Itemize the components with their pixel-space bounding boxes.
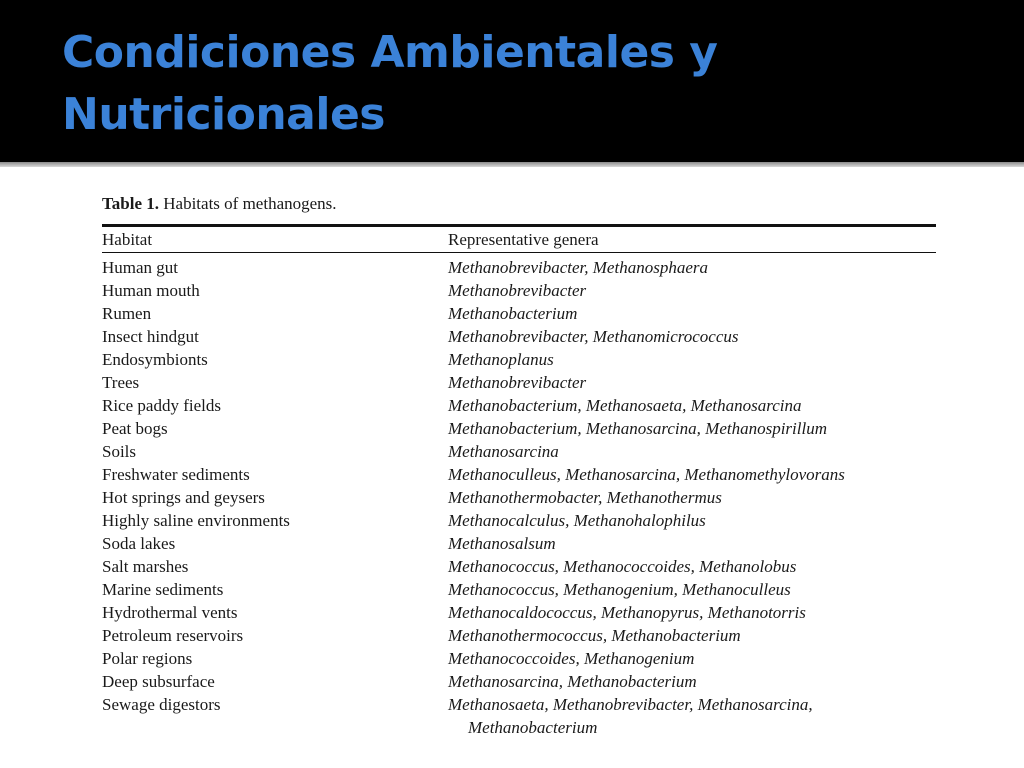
genera-cell: Methanothermobacter, Methanothermus bbox=[448, 488, 722, 507]
genera-cell: Methanosarcina, Methanobacterium bbox=[448, 672, 697, 691]
habitat-cell: Deep subsurface bbox=[102, 672, 215, 691]
habitat-cell: Marine sediments bbox=[102, 580, 224, 599]
habitat-cell: Trees bbox=[102, 373, 140, 392]
table-row bbox=[102, 463, 936, 486]
column-header-genera: Representative genera bbox=[448, 230, 599, 249]
genera-cell: Methanosalsum bbox=[448, 534, 556, 553]
table-caption bbox=[102, 192, 936, 216]
genera-cell: Methanobacterium, Methanosaeta, Methanosarcina bbox=[448, 396, 802, 415]
column-header-habitat: Habitat bbox=[102, 230, 153, 249]
habitat-cell: Soils bbox=[102, 442, 137, 461]
genera-cell: Methanoculleus, Methanosarcina, Methanomethylovorans bbox=[448, 465, 845, 484]
genera-cell: Methanobrevibacter bbox=[448, 373, 587, 392]
table-row bbox=[102, 440, 936, 463]
table-row bbox=[102, 302, 936, 325]
table-row bbox=[102, 279, 936, 302]
table-row bbox=[102, 693, 936, 739]
table-row bbox=[102, 624, 936, 647]
slide-title-line-1: Condiciones Ambientales y bbox=[62, 27, 718, 78]
genera-cell: Methanothermococcus, Methanobacterium bbox=[448, 626, 741, 645]
table-caption-text: Habitats of methanogens. bbox=[159, 194, 337, 213]
table-row bbox=[102, 417, 936, 440]
genera-cell: Methanobrevibacter bbox=[448, 281, 587, 300]
habitat-cell: Salt marshes bbox=[102, 557, 189, 576]
genera-cell bbox=[448, 693, 936, 739]
slide-title bbox=[62, 22, 962, 146]
genera-cell: Methanobacterium, Methanosarcina, Methanospirillum bbox=[448, 419, 827, 438]
table-row bbox=[102, 371, 936, 394]
table-row bbox=[102, 325, 936, 348]
table-row bbox=[102, 394, 936, 417]
genera-cell: Methanocalculus, Methanohalophilus bbox=[448, 511, 706, 530]
genera-text: Methanosaeta, Methanobrevibacter, Methanosarcina, bbox=[448, 695, 813, 714]
genera-cell: Methanobrevibacter, Methanosphaera bbox=[448, 258, 708, 277]
habitat-cell: Endosymbionts bbox=[102, 350, 208, 369]
table-row bbox=[102, 555, 936, 578]
habitat-cell: Hot springs and geysers bbox=[102, 488, 265, 507]
table-row bbox=[102, 578, 936, 601]
table-row bbox=[102, 601, 936, 624]
habitat-cell: Rumen bbox=[102, 304, 152, 323]
genera-cell: Methanoplanus bbox=[448, 350, 554, 369]
genera-cell: Methanocaldococcus, Methanopyrus, Methanotorris bbox=[448, 603, 806, 622]
habitat-cell: Rice paddy fields bbox=[102, 396, 221, 415]
genera-cell: Methanobacterium bbox=[448, 304, 578, 323]
habitat-cell: Hydrothermal vents bbox=[102, 603, 238, 622]
genera-cell: Methanosarcina bbox=[448, 442, 559, 461]
table-row bbox=[102, 486, 936, 509]
table-row bbox=[102, 256, 936, 279]
habitats-table bbox=[102, 192, 936, 739]
genera-cell: Methanococcus, Methanococcoides, Methanolobus bbox=[448, 557, 797, 576]
genera-cell: Methanococcus, Methanogenium, Methanoculleus bbox=[448, 580, 791, 599]
habitat-cell: Sewage digestors bbox=[102, 695, 221, 714]
table-header-row bbox=[102, 227, 936, 252]
habitat-cell: Peat bogs bbox=[102, 419, 168, 438]
header-divider bbox=[0, 162, 1024, 167]
table-row bbox=[102, 670, 936, 693]
habitat-cell: Soda lakes bbox=[102, 534, 176, 553]
slide-title-line-2: Nutricionales bbox=[62, 89, 385, 140]
habitat-cell: Freshwater sediments bbox=[102, 465, 250, 484]
table-caption-label: Table 1. bbox=[102, 194, 160, 213]
table-row bbox=[102, 532, 936, 555]
table-row bbox=[102, 647, 936, 670]
habitat-cell: Human mouth bbox=[102, 281, 200, 300]
genera-continuation: Methanobacterium bbox=[468, 718, 598, 737]
title-bar bbox=[0, 0, 1024, 162]
genera-cell: Methanococcoides, Methanogenium bbox=[448, 649, 695, 668]
table-row bbox=[102, 348, 936, 371]
habitat-cell: Insect hindgut bbox=[102, 327, 199, 346]
habitat-cell: Petroleum reservoirs bbox=[102, 626, 244, 645]
table-row bbox=[102, 509, 936, 532]
table-body bbox=[102, 253, 936, 739]
genera-cell: Methanobrevibacter, Methanomicrococcus bbox=[448, 327, 739, 346]
habitat-cell: Highly saline environments bbox=[102, 511, 290, 530]
habitat-cell: Human gut bbox=[102, 258, 179, 277]
habitat-cell: Polar regions bbox=[102, 649, 193, 668]
